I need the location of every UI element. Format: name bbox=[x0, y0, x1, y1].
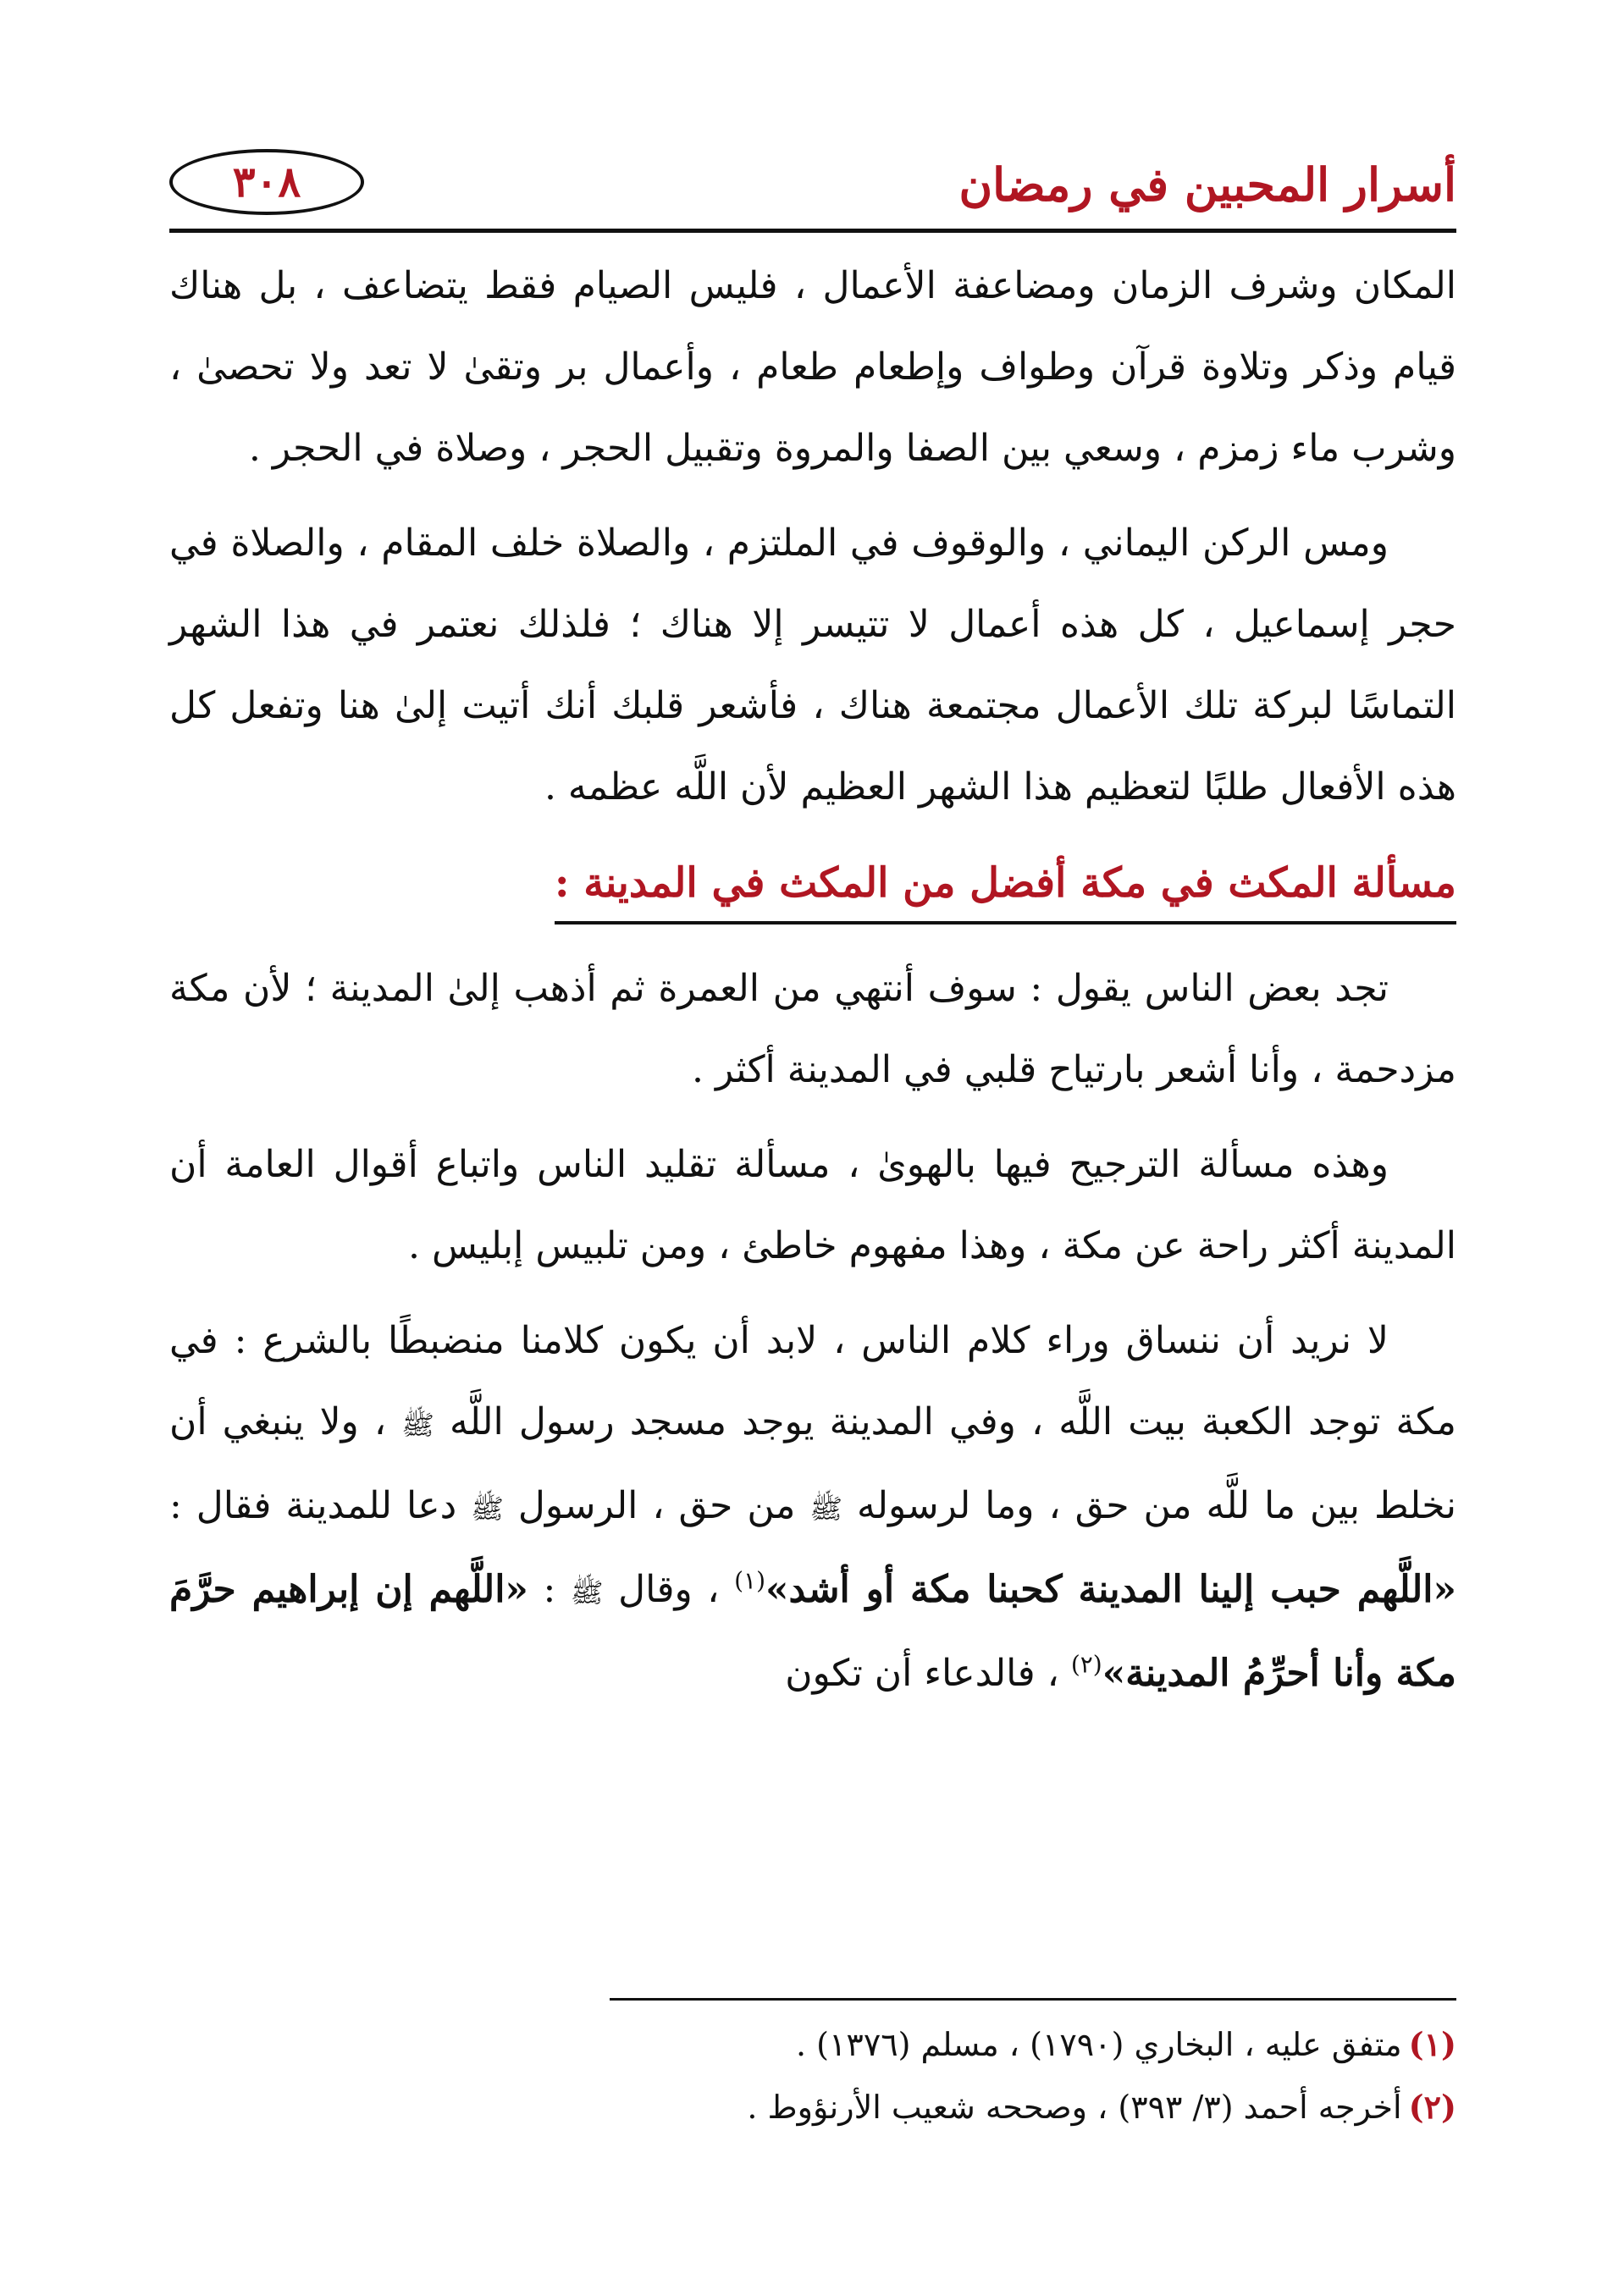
salutation-glyph-4: ﷺ bbox=[570, 1576, 604, 1609]
page-body bbox=[169, 246, 1456, 1714]
paragraph-5-part-e: ، وقال bbox=[618, 1568, 720, 1611]
page-number: ٣٠٨ bbox=[169, 149, 364, 215]
header-divider bbox=[169, 229, 1456, 233]
paragraph-5-part-g: ، فالدعاء أن تكون bbox=[785, 1652, 1059, 1695]
salutation-glyph-1: ﷺ bbox=[401, 1409, 434, 1441]
footnote-2-text: أخرجه أحمد (٣/ ٣٩٣) ، وصححه شعيب الأرنؤوط . bbox=[747, 2089, 1402, 2126]
footnote-1 bbox=[169, 2013, 1456, 2076]
paragraph-1: المكان وشرف الزمان ومضاعفة الأعمال ، فليس الصيام فقط يتضاعف ، بل هناك قيام وذكر وتلاوة قرآن وطواف وإطعام طعام ، وأعمال بر وتقىٰ لا تعد ولا تحصىٰ ، وشرب ماء زمزم ، وسعي بين الصفا والمروة وتقبيل الحجر ، وصلاة في الحجر . bbox=[169, 264, 1456, 470]
book-title: أسرار المحبين في رمضان bbox=[958, 157, 1456, 212]
paragraph-5 bbox=[169, 1300, 1456, 1714]
paragraph-5-part-c: من حق ، الرسول bbox=[517, 1484, 796, 1527]
hadith-quote-2: «اللَّهم إن إبراهيم حرَّمَ مكة وأنا أحرِّمُ المدينة» bbox=[169, 1568, 1456, 1695]
paragraph-5-part-a: لا نريد أن ننساق وراء كلام الناس ، لابد أن يكون كلامنا منضبطًا بالشرع : في مكة توجد الكعبة بيت اللَّه ، وفي المدينة يوجد مسجد رسول اللَّه bbox=[169, 1319, 1456, 1443]
section-heading: مسألة المكث في مكة أفضل من المكث في المدينة : bbox=[555, 845, 1456, 924]
salutation-glyph-2: ﷺ bbox=[809, 1493, 843, 1525]
footnote-1-number: (١) bbox=[1408, 2025, 1456, 2063]
salutation-glyph-3: ﷺ bbox=[471, 1493, 504, 1525]
paragraph-5-part-f: : bbox=[543, 1568, 556, 1611]
paragraph-5-part-b: ، ولا ينبغي أن نخلط بين ما للَّه من حق ، وما لرسوله bbox=[169, 1400, 1456, 1527]
footnote-ref-1: (١) bbox=[734, 1566, 765, 1595]
footnote-divider bbox=[610, 1998, 1456, 2001]
footnote-1-text: متفق عليه ، البخاري (١٧٩٠) ، مسلم (١٣٧٦) . bbox=[796, 2026, 1402, 2063]
paragraph-5-part-d: دعا للمدينة فقال : bbox=[169, 1484, 457, 1527]
footnotes bbox=[169, 2013, 1456, 2139]
footnote-2 bbox=[169, 2076, 1456, 2139]
page-header bbox=[169, 142, 1456, 227]
paragraph-4: وهذه مسألة الترجيح فيها بالهوىٰ ، مسألة تقليد الناس واتباع أقوال العامة أن المدينة أكثر راحة عن مكة ، وهذا مفهوم خاطئ ، ومن تلبيس إبليس . bbox=[169, 1143, 1456, 1267]
footnote-ref-2: (٢) bbox=[1070, 1650, 1102, 1679]
paragraph-3: تجد بعض الناس يقول : سوف أنتهي من العمرة ثم أذهب إلىٰ المدينة ؛ لأن مكة مزدحمة ، وأنا أشعر بارتياح قلبي في المدينة أكثر . bbox=[169, 967, 1456, 1091]
paragraph-2: ومس الركن اليماني ، والوقوف في الملتزم ، والصلاة خلف المقام ، والصلاة في حجر إسماعيل ، كل هذه أعمال لا تتيسر إلا هناك ؛ فلذلك نعتمر في هذا الشهر التماسًا لبركة تلك الأعمال مجتمعة هناك ، فأشعر قلبك أنك أتيت إلىٰ هنا وتفعل كل هذه الأفعال طلبًا لتعظيم هذا الشهر العظيم لأن اللَّه عظمه . bbox=[169, 522, 1456, 809]
hadith-quote-1: «اللَّهم حبب إلينا المدينة كحبنا مكة أو أشد» bbox=[765, 1568, 1456, 1611]
footnote-2-number: (٢) bbox=[1408, 2088, 1456, 2126]
